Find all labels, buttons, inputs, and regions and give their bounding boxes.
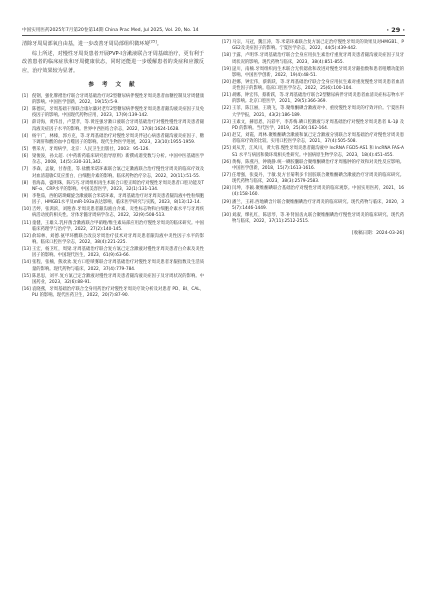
reference-item (22, 94, 204, 106)
reference-text: 俞琼林，刘德.氨甲环酸联合改良牙周治疗技术对牙周炎患者龈沟液中炎性因子水平的影响。临床口腔医学杂志，2022，38(4):221-225. (32, 233, 204, 246)
reference-number: [25] (222, 146, 231, 152)
reference-list-right (222, 40, 404, 225)
reference-number: [14] (22, 260, 31, 266)
reference-number: [10] (22, 207, 31, 213)
reference-item (22, 234, 204, 246)
reference-number: [26] (222, 159, 231, 165)
reference-item (22, 154, 204, 166)
reference-number: [2] (22, 107, 29, 113)
reference-number: [1] (22, 93, 29, 99)
reference-text: 曹采方，牙周病学，北京：人民卫生出版社，2003：95-126. (32, 147, 150, 152)
reference-text: 张程，张楠，熊欢欢.复方口腔喷雾联合牙周基础治疗对慢性牙周炎患者牙龈指数及生活质量的影响。现代药物与临床，2022，37(4):779-784. (32, 260, 204, 272)
reference-item (22, 194, 204, 206)
reference-text: 闫坤，李颖.聚维酮碘联合基础治疗对慢性牙周炎的临床观察。中国实用医药，2021，16(4):158-160. (232, 186, 404, 198)
journal-info: 中国实用医药2025年7月第20卷第14期 China Prac Med, Jul 2025, Vol. 20, No. 14 (22, 28, 199, 33)
reference-text: 普海淼，盛明珠，陈巧巧.牙周组织再生术联合口腔正畸治疗对慢性牙周炎患者口腔功能及TNF-α、CRP水平的影响。中国美容医学，2023，32(1):131-134. (32, 180, 204, 192)
reference-item (222, 213, 404, 225)
reference-number: [12] (22, 233, 31, 239)
reference-text: 刘淑，缪礼红，陈思琴，等.补肾固齿丸联合聚维酮碘治疗慢性牙周炎的临床研究。现代药物与临床，2022，37(11):2512-2515. (232, 212, 404, 225)
reference-text: 赵艾，刘霞，周林.聚维酮碘含漱液和氯己定含漱液分别联合牙周基础治疗对慢性牙周炎患者临床疗效的比较。实用口腔医学杂志，2021，37(4):505-508. (232, 133, 404, 145)
reference-item (222, 173, 404, 185)
reference-number: [8] (22, 180, 29, 186)
reference-text: 倪钢，强化牌褶治疗联合牙周基础治疗对2型糖尿病伴慢性牙周炎患者血糖控制及牙周健康的影响。中国医学创新，2022，19(15):5-9. (32, 93, 204, 106)
reference-item (222, 80, 404, 92)
reference-item (22, 181, 204, 193)
reference-item (22, 167, 204, 179)
reference-number: [15] (22, 273, 31, 279)
reference-number: [9] (22, 193, 29, 199)
reference-number: [27] (222, 172, 231, 178)
reference-text: 潘兰，王莉.西地碘含片联合聚维酮碘治疗牙周炎的临床研究。现代药物与临床，2020，35(7):1446-1449. (232, 199, 404, 211)
reference-text: 陈思思，刘平.复方氯己定含漱液对慢性牙周炎患者龈沟液炎症因子及牙周状况的影响。中国药业，2023，32(6):88-91. (32, 273, 204, 285)
reference-item (22, 147, 204, 153)
reference-item (222, 133, 404, 145)
reference-item (222, 160, 404, 172)
body-text (22, 40, 204, 75)
received-date: [收稿日期：2024-03-26] (351, 231, 404, 237)
reference-text: 刘从芳，江凤川，黄大蓉.慢性牙周炎患者龈沟液中 lncRNA FGD5-AS1 和 lncRNA FAS-AS1 水平与病因和微环境相关性研究。中国病原生物学杂志，2023，18(4):451-455. (232, 146, 404, 158)
reference-text: 王菲，陈江丽，王晓飞，等.聚维酮碘含漱液对中、重度慢性牙周炎的疗效评价。宁夏医科大学学报，2021，43(2):186-189. (232, 106, 404, 118)
reference-text: 吉婷，张鸿滨，刘艳春.牙周炎患者龈沟液白介素、炎性标志物和白细胞介素水平与牙周疾病活动度的相关性。牙体牙髓牙周病学杂志，2022，32(9):508-513. (32, 207, 204, 219)
reference-number: [11] (22, 220, 31, 226)
reference-number: [18] (222, 53, 231, 59)
reference-text: 陈德庆，牙周基础干预联合康尔廉对老年2型糖尿病伴慢性牙周炎患者龈沟液炎症因子及免疫因子的影响。中国现代药物应用，2023，17(9):139-142. (32, 107, 204, 119)
reference-item (222, 93, 404, 105)
reference-item (22, 247, 204, 259)
references-heading: 参 考 文 献 (88, 81, 138, 88)
reference-number: [3] (22, 120, 29, 126)
left-column (22, 40, 204, 300)
reference-text: 任增强，张曼丹，于敏.复方甘菊利多卡因胶联合聚维酮碘含漱液治疗牙周炎的临床研究。现代药物与临床，2023，38(3):2579-2583. (232, 172, 404, 185)
reference-number: [17] (222, 40, 231, 45)
reference-number: [20] (222, 79, 231, 85)
reference-text: 于露，卢明华.牙周基础治疗联合全身应用抗生素治疗重度牙周炎患者龈沟液炎症因子及牙周状况的影响。现代药物与临床，2023，38(4):851-855. (232, 53, 404, 65)
reference-item (222, 106, 404, 118)
reference-text: 童健，王雄义.乳杆菌含漱液联合甲硝唑/维生素局部应用治疗慢性牙周炎的临床研究。中国临床药理学与治疗学，2022，27(2):140-145. (32, 220, 204, 232)
reference-item (22, 274, 204, 286)
reference-item (22, 207, 204, 219)
reference-number: [28] (222, 186, 231, 192)
reference-item (22, 287, 204, 299)
reference-item (222, 53, 404, 65)
body-paragraph: 综上所述，对慢性牙周炎患者开展PVP-I含漱液联合牙周基础治疗，更有利于改善患者的临床症状和牙周健康状态，同时还能进一步缓解患者的炎症和应激反应，治疗效果较为显著。 (22, 51, 204, 74)
reference-text: 李艳茹，西帕诺琐螺旋含漱液联合米诺环素，牙周基础治疗对牙周炎患者龈沟液中性粒细胞因子、HMGB1水平及mIR-193a表达影响，临床医学研究与实践，2023，8(13):12-14. (32, 193, 204, 206)
reference-text: 黄梅，陈燕丹，钟晓静.统一碘胶囊联合聚维酮碘治疗牙周脓肿的疗效和对炎性反应影响。中国医学创新，2018，15(7):1613-1616. (232, 159, 404, 171)
reference-item (22, 120, 204, 132)
reference-item (222, 146, 404, 158)
reference-item (222, 40, 404, 52)
reference-text: 袁晓燕，牙周基础治疗联合全身用药治疗对慢性牙周炎疗效分析及对患者 PD、BI、CAL、PLI 的影响。现代医药卫生，2022，20(7):87-90. (32, 287, 204, 299)
page-number: · 29 · (386, 26, 405, 34)
reference-number: [22] (222, 106, 231, 112)
reference-number: [5] (22, 147, 29, 152)
reference-text: 王素文，赫恩恩，冯彩平，李苏梅.碘口腔漱液与牙周基础治疗对慢性牙周炎患者 IL-1β 及 PD 的影响。当代医学，2019，25(30):162-164. (232, 119, 404, 131)
body-paragraph: 清除牙周局部氧自由基，进一步改善牙周局部组织微环境[25]。 (22, 39, 162, 47)
reference-number: [19] (222, 66, 231, 72)
reference-item (22, 134, 204, 146)
reference-item (222, 200, 404, 212)
reference-number: [13] (22, 247, 31, 253)
running-header (22, 22, 405, 34)
reference-number: [23] (222, 119, 231, 125)
right-column (222, 40, 404, 237)
reference-text: 赵娜，钟宏伟，蔡新跃，等.牙周基础治疗联合全身应用抗生素对重度慢性牙周炎患者血清炎性因子的影响。临床口腔医学杂志，2022，25(6):100-104. (232, 79, 404, 92)
reference-item (222, 186, 404, 198)
reference-number: [30] (222, 212, 231, 218)
reference-number: [21] (222, 93, 231, 99)
reference-list-left (22, 94, 204, 300)
reference-text: 马宗，马冠，魏江涛，等.米诺环素联合复方氯己定治疗慢性牙周炎的效果及对HMGB1、PGE2及炎症因子的影响。宁夏医学杂志，2022，44(5):439-442. (232, 40, 404, 52)
reference-number: [4] (22, 133, 29, 139)
reference-number: [7] (22, 167, 29, 173)
reference-item (22, 260, 204, 272)
reference-item (222, 67, 404, 79)
reference-number: [6] (22, 154, 29, 160)
citation-marker: [25] (149, 39, 157, 44)
reference-text: 薛诗海，黄伟昌，卢慧孝，等.黄连强牙漱口液联合牙周基础治疗对慢性慢性牙周炎患者龈沟液炎症因子水平的影响。世界中西医结合杂志，2022，17(8):1624-1628. (32, 120, 204, 132)
reference-text: 梁俊浚，孙太超.《中药新药临床研究指导原则》新撰成谱变数与分析。中国中医基础医学杂志，2008，14(5):330-331,342. (32, 154, 204, 166)
reference-item (222, 120, 404, 132)
reference-text: 王宏，杨卫红，周梁.牙周基础治疗联合复方氯己定含漱液对慢性牙周炎患者白介素及炎性因子的影响。中国现代医生，2023，61(9):63-66. (32, 247, 204, 259)
reference-text: 逯川，南楠.牙周组织再生术联合无机锶盐和改进对慢性牙周炎牙龈指数和患者咀嚼功能的影响。中国医学创新，2022，19(4):48-51. (232, 66, 404, 78)
reference-item (22, 221, 204, 233)
reference-text: 杨宇广，林榛，郭方克，等.牙周基础治疗对慢性牙周炎伴冠心病患者龈沟液炎症因子、糖下调肝和酸的血中自噬因子的影响。现代生物医学进展，2023，23(10):1955-1959. (32, 133, 204, 145)
reference-text: 李森，孟敏，甘春莲，等.盐酸米诺环素联合氯己定漱液联合治疗慢性牙周炎的临床疗效及对血清超敏C反应蛋白、白细胞介素的影响。临床药物治疗杂志，2022，20(11):51-55. (32, 167, 204, 179)
reference-number: [24] (222, 133, 231, 139)
reference-number: [29] (222, 199, 231, 205)
reference-number: [16] (22, 287, 31, 293)
reference-item (22, 107, 204, 119)
reference-text: 胡娜，钟宏伟，蔡新跃，等.牙周基础治疗联合2型糖尿病伴牙周炎患者血清炎症标志物水平的影响。北京口腔医学，2021，29(5):366-369. (232, 93, 404, 105)
header-rule (22, 35, 405, 36)
